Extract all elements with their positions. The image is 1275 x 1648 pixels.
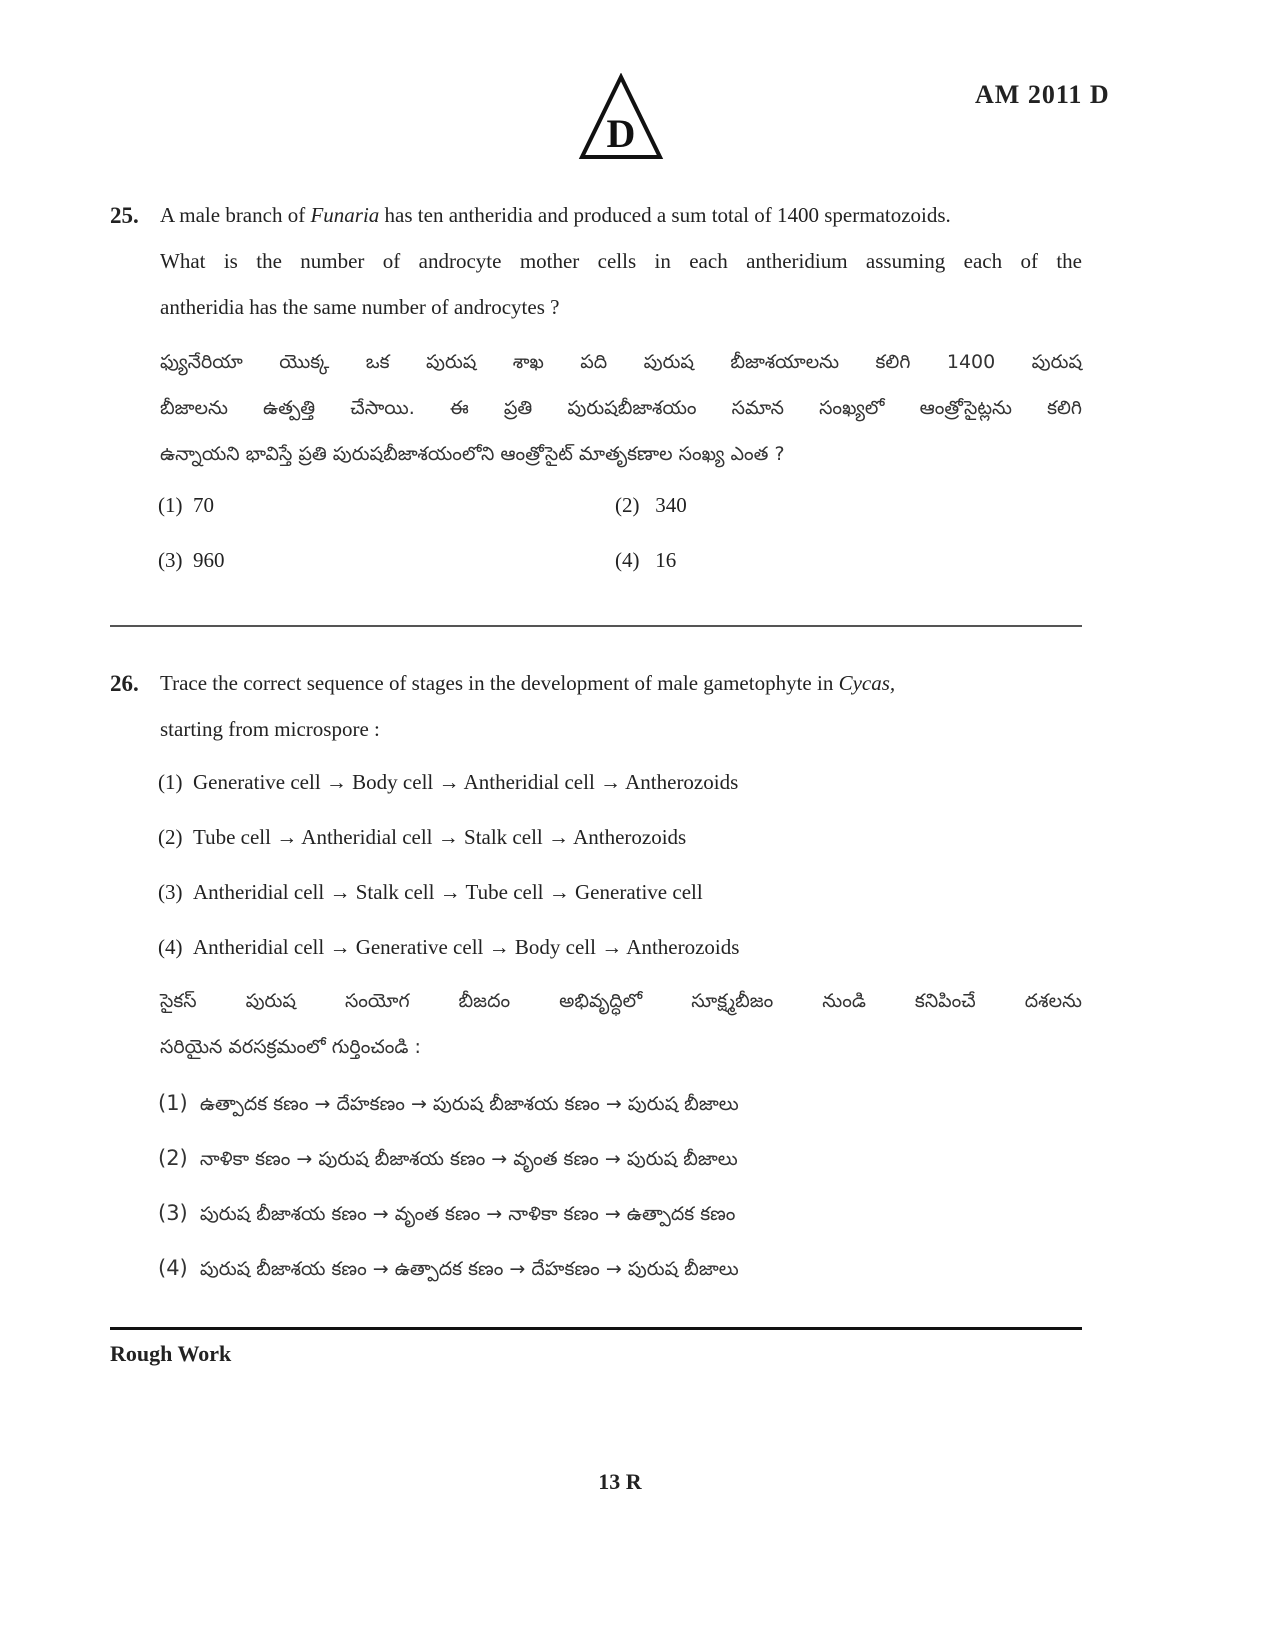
q26-en-pre: Trace the correct sequence of stages in the development of male gametophyte in [160, 671, 839, 695]
option-text: ఉత్పాదక కణం → దేహకణం → పురుష బీజాశయ కణం → పురుష బీజాలు [199, 1093, 739, 1115]
q25-number: 25. [110, 203, 139, 228]
option-text: 960 [193, 548, 225, 572]
option-number: (3) [158, 548, 183, 572]
q26-en-option-1 [158, 759, 738, 805]
q25-en-post: has ten antheridia and produced a sum total of 1400 spermatozoids. [379, 203, 951, 227]
q25-en-pre: A male branch of [160, 203, 311, 227]
option-number: (1) [158, 493, 183, 517]
booklet-series-letter: D [606, 111, 636, 156]
q26-en-option-2 [158, 814, 686, 860]
q26-te-option-3 [158, 1190, 735, 1237]
q26-en-italic: Cycas, [838, 671, 896, 695]
option-number: (4) [615, 548, 640, 572]
triangle-icon [578, 73, 664, 163]
q26-telugu-line2: సరియైన వరసక్రమంలో గుర్తించండి : [160, 1036, 421, 1058]
option-text: Antheridial cell → Stalk cell → Tube cell → Generative cell [193, 880, 703, 904]
q26-english-line2: starting from microspore : [160, 717, 380, 741]
option-text: పురుష బీజాశయ కణం → ఉత్పాదక కణం → దేహకణం → పురుష బీజాలు [199, 1258, 739, 1280]
q25-telugu-line2: బీజాలను ఉత్పత్తి చేసాయి. ఈ ప్రతి పురుషబీజాశయం సమాన సంఖ్యలో ఆంత్రోసైట్లను కలిగి [160, 397, 1082, 419]
option-number: (4) [158, 1256, 188, 1280]
series-triangle-logo [578, 73, 664, 163]
q25-option-1 [158, 493, 214, 518]
rough-work-divider [110, 1327, 1082, 1330]
option-text: పురుష బీజాశయ కణం → వృంత కణం → నాళికా కణం → ఉత్పాదక కణం [199, 1203, 736, 1225]
page-number: 13 R [598, 1469, 642, 1494]
q25-telugu-line3: ఉన్నాయని భావిస్తే ప్రతి పురుషబీజాశయంలోని ఆంత్రోసైట్ మాతృకణాల సంఖ్య ఎంత ? [160, 443, 785, 465]
q25-en-italic: Funaria [310, 203, 380, 227]
option-number: (2) [158, 1146, 188, 1170]
q25-english-line3: antheridia has the same number of androcytes ? [160, 295, 560, 319]
option-number: (2) [615, 493, 640, 517]
q25-telugu-line1: ఫ్యునేరియా యొక్క ఒక పురుష శాఖ పది పురుష బీజాశయాలను కలిగి 1400 పురుష [160, 351, 1082, 373]
option-text: Tube cell → Antheridial cell → Stalk cell → Antherozoids [193, 825, 687, 849]
option-text: 340 [655, 493, 687, 517]
q25-option-2 [615, 493, 687, 518]
option-text: Generative cell → Body cell → Antheridial cell → Antherozoids [193, 770, 739, 794]
option-text: 16 [655, 548, 677, 572]
option-number: (3) [158, 1201, 188, 1225]
q26-te-option-4 [158, 1245, 739, 1292]
option-text: Antheridial cell → Generative cell → Body cell → Antherozoids [193, 935, 740, 959]
option-number: (1) [158, 1091, 188, 1115]
q25-option-4 [615, 548, 676, 573]
rough-work-label: Rough Work [110, 1341, 232, 1366]
q26-number: 26. [110, 671, 139, 696]
q26-en-option-3 [158, 869, 703, 915]
option-text: నాళికా కణం → పురుష బీజాశయ కణం → వృంత కణం → పురుష బీజాలు [199, 1148, 738, 1170]
paper-code: AM 2011 D [975, 80, 1110, 109]
q26-te-option-1 [158, 1080, 739, 1127]
q26-en-option-4 [158, 924, 739, 970]
q26-te-option-2 [158, 1135, 738, 1182]
option-number: (2) [158, 825, 183, 849]
q25-option-3 [158, 548, 225, 573]
question-divider [110, 625, 1082, 627]
option-number: (3) [158, 880, 183, 904]
q26-english-line1 [160, 660, 1082, 706]
option-text: 70 [193, 493, 214, 517]
option-number: (4) [158, 935, 183, 959]
q25-english-line1 [160, 192, 1082, 238]
q26-telugu-line1: సైకస్ పురుష సంయోగ బీజదం అభివృద్ధిలో సూక్ష్మబీజం నుండి కనిపించే దశలను [160, 990, 1082, 1012]
q25-english-line2: What is the number of androcyte mother cells in each antheridium assuming each of the [160, 249, 1082, 273]
option-number: (1) [158, 770, 183, 794]
